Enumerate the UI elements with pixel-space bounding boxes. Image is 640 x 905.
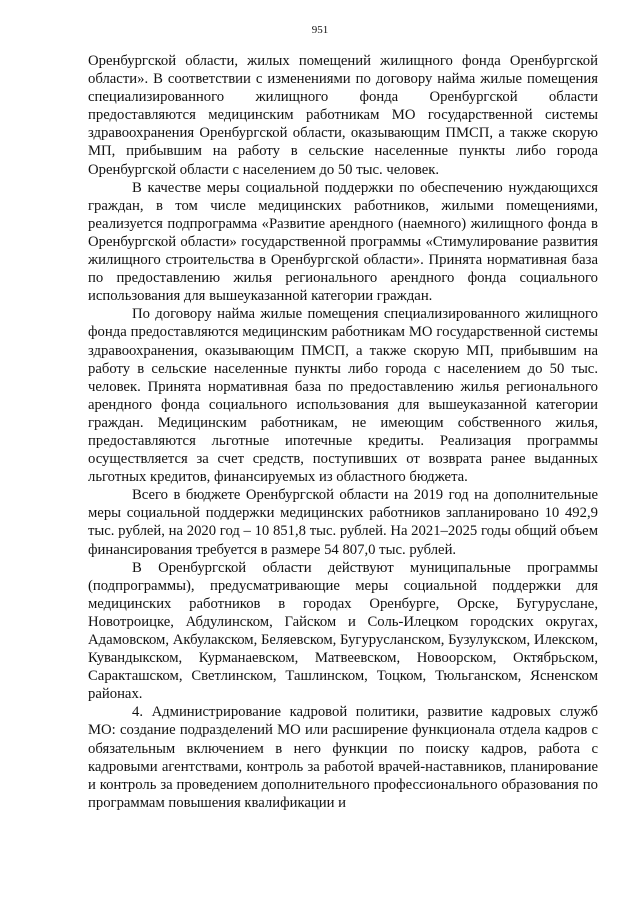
- paragraph-budget: Всего в бюджете Оренбургской области на 2019 год на дополнительные меры социальной поддержки медицинских работников запланировано 10 492,9 тыс. рублей, на 2020 год – 10 851,8 тыс. рублей. На 2021–2025 годы общий объем финансирования требуется в размере 54 807,0 тыс. рублей.: [88, 487, 598, 558]
- document-body: [88, 52, 598, 812]
- paragraph-municipal-programs: В Оренбургской области действуют муниципальные программы (подпрограммы), предусматривающие меры социальной поддержки для медицинских работников в городах Оренбурге, Орске, Бугуруслане, Новотроицке, Абдулинском, Гайском и Соль-Илецком городских округах, Адамовском, Акбулакском, Беляевском, Бугурусланском, Бузулукском, Илекском, Кувандыкском, Курманаевском, Матвеевском, Новоорском, Октябрьском, Саракташском, Светлинском, Ташлинском, Тоцком, Тюльганском, Ясненском районах.: [88, 559, 598, 703]
- paragraph-lease-agreement: По договору найма жилые помещения специализированного жилищного фонда предоставляются медицинским работникам МО государственной системы здравоохранения, оказывающим ПМСП, а также скорую МП, прибывшим на работу в сельские населенные пункты либо города с населением до 50 тыс. человек. Принята нормативная база по предоставлению жилья регионального арендного фонда социального использования для вышеуказанной категории граждан. Медицинским работникам, не имеющим собственного жилья, предоставляются льготные ипотечные кредиты. Реализация программы осуществляется за счет средств, поступивших от возврата ранее выданных льготных кредитов, финансируемых из областного бюджета.: [88, 306, 598, 486]
- paragraph-hr-administration: 4. Администрирование кадровой политики, развитие кадровых служб МО: создание подразделений МО или расширение функционала отдела кадров с обязательным включением в него функции по поиску кадров, работа с кадровыми агентствами, контроль за работой врачей-наставников, планирование и контроль за проведением дополнительного профессионального образования по программам повышения квалификации и: [88, 704, 598, 811]
- paragraph-rental-housing: В качестве меры социальной поддержки по обеспечению нуждающихся граждан, в том числе медицинских работников, жилыми помещениями, реализуется подпрограмма «Развитие арендного (наемного) жилищного фонда в Оренбургской области» государственной программы «Стимулирование развития жилищного строительства в Оренбургской области». Принята нормативная база по предоставлению жилья регионального арендного фонда социального использования для вышеуказанной категории граждан.: [88, 179, 598, 305]
- paragraph-continuation: Оренбургской области, жилых помещений жилищного фонда Оренбургской области». В соответствии с изменениями по договору найма жилые помещения специализированного жилищного фонда Оренбургской области предоставляются медицинским работникам МО государственной системы здравоохранения Оренбургской области, оказывающим ПМСП, а также скорую МП, прибывшим на работу в сельские населенные пункты либо города Оренбургской области с населением до 50 тыс. человек.: [88, 53, 598, 178]
- page-number: 951: [311, 24, 329, 36]
